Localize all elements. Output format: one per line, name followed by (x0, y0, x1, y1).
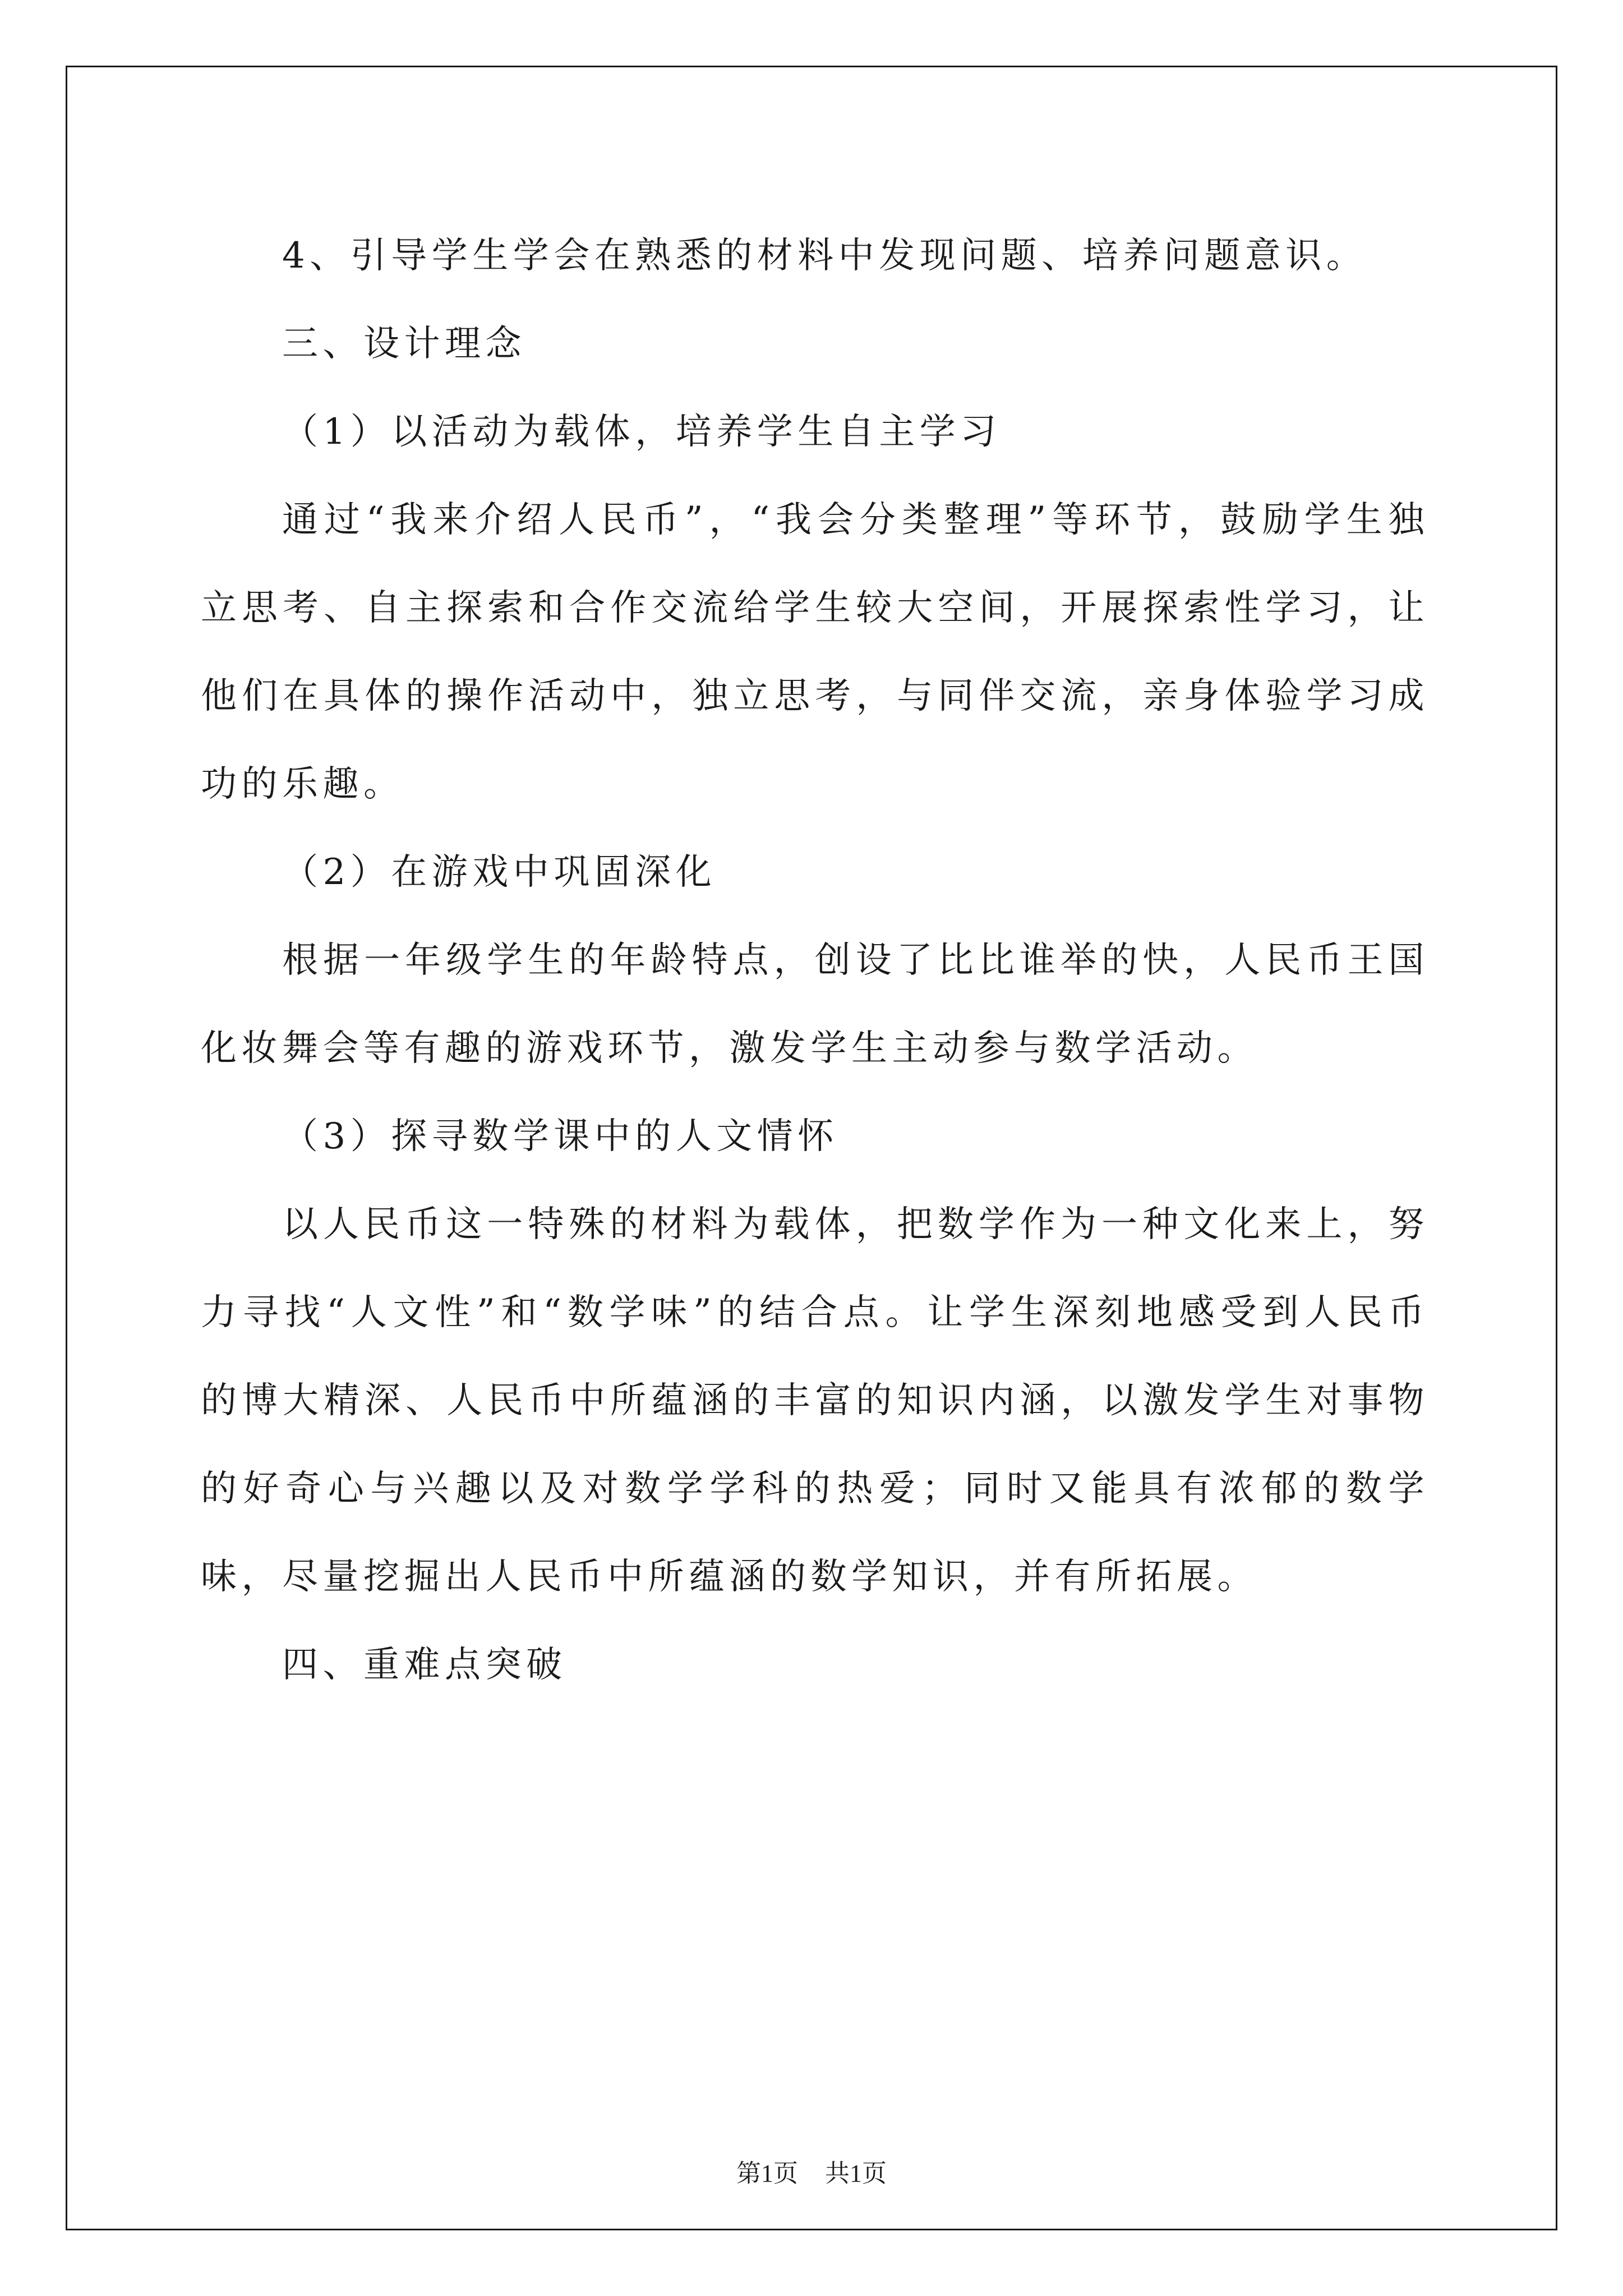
document-body (201, 212, 1429, 1709)
paragraph-game-consolidation: 根据一年级学生的年龄特点，创设了比比谁举的快，人民币王国化妆舞会等有趣的游戏环节，激发学生主动参与数学活动。 (201, 940, 1429, 1069)
page-total: 共1页 (825, 2160, 887, 2187)
subheading-humanistic-care: （3）探寻数学课中的人文情怀 (282, 1116, 838, 1157)
page-footer (0, 2157, 1623, 2191)
objective-item-4: 4、引导学生学会在熟悉的材料中发现问题、培养问题意识。 (282, 235, 1367, 277)
section-heading-design-concept: 三、设计理念 (282, 323, 526, 365)
paragraph-humanistic-care: 以人民币这一特殊的材料为载体，把数学作为一种文化来上，努力寻找“人文性”和“数学味”的结合点。让学生深刻地感受到人民币的博大精深、人民币中所蕴涵的丰富的知识内涵，以激发学生对事物的好奇心与兴趣以及对数学学科的热爱；同时又能具有浓郁的数学味，尽量挖掘出人民币中所蕴涵的数学知识，并有所拓展。 (201, 1204, 1429, 1598)
page-number: 第1页 (736, 2160, 798, 2187)
paragraph-activity-carrier: 通过“我来介绍人民币”，“我会分类整理”等环节，鼓励学生独立思考、自主探索和合作交流给学生较大空间，开展探索性学习，让他们在具体的操作活动中，独立思考，与同伴交流，亲身体验学习成功的乐趣。 (201, 499, 1429, 805)
section-heading-key-difficulties: 四、重难点突破 (282, 1644, 567, 1686)
subheading-activity-carrier: （1）以活动为载体，培养学生自主学习 (282, 411, 1001, 453)
subheading-game-consolidation: （2）在游戏中巩固深化 (282, 852, 717, 893)
